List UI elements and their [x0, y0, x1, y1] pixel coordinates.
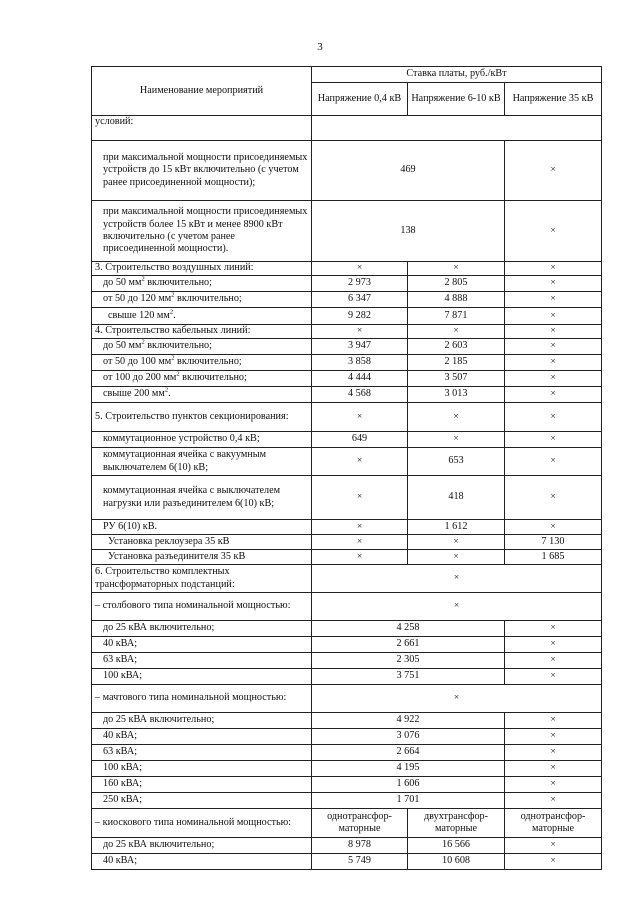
conditions-label: условий: [92, 116, 312, 141]
mast-100-label: 100 кВА; [92, 761, 312, 777]
cross-mark: × [505, 355, 602, 371]
max-power-15-value: 469 [312, 141, 505, 201]
tariff-table [91, 66, 602, 870]
cross-mark: × [505, 387, 602, 403]
cross-mark: × [312, 550, 408, 565]
cable-50-100-v04: 3 858 [312, 355, 408, 371]
kiosk-header-single-1: однотрансфор-маторные [312, 809, 408, 838]
header-voltage-610: Напряжение 6-10 кВ [408, 83, 505, 116]
header-name: Наименование мероприятий [139, 84, 264, 96]
max-power-8900-label: при максимальной мощности присоединяемых устройств более 15 кВт и менее 8900 кВт включительно (с учетом ранее присоединенной мощности). [92, 201, 312, 262]
cross-mark: × [408, 325, 505, 339]
header-voltage-35: Напряжение 35 кВ [505, 83, 602, 116]
cross-mark: × [505, 793, 602, 809]
cable-200-v04: 4 568 [312, 387, 408, 403]
cross-mark: × [505, 339, 602, 355]
cable-100-200-v610: 3 507 [408, 371, 505, 387]
mast-40-value: 3 076 [312, 729, 505, 745]
cross-mark: × [408, 550, 505, 565]
air-120-v610: 7 871 [408, 308, 505, 325]
sect-load-v610: 418 [408, 476, 505, 520]
pole-100-value: 3 751 [312, 669, 505, 685]
cross-mark: × [505, 838, 602, 854]
cross-mark: × [312, 520, 408, 535]
cross-mark: × [505, 201, 602, 262]
conditions-empty [312, 116, 602, 141]
kiosk-25-v2: 16 566 [408, 838, 505, 854]
pole-40-label: 40 кВА; [92, 637, 312, 653]
cross-mark: × [505, 520, 602, 535]
cross-mark: × [505, 476, 602, 520]
mast-250-label: 250 кВА; [92, 793, 312, 809]
cross-mark: × [505, 621, 602, 637]
cable-200-v610: 3 013 [408, 387, 505, 403]
air-50-120-label: от 50 до 120 $мм^2$ включительно; [92, 292, 312, 308]
mast-63-label: 63 кВА; [92, 745, 312, 761]
kiosk-header-single-2: однотрансфор-маторные [505, 809, 602, 838]
cross-mark: × [408, 262, 505, 276]
cable-50-100-label: от 50 до 100 $мм^2$ включительно; [92, 355, 312, 371]
pole-40-value: 2 661 [312, 637, 505, 653]
pole-25-label: до 25 кВА включительно; [92, 621, 312, 637]
kiosk-40-v2: 10 608 [408, 854, 505, 870]
recloser-v35: 7 130 [505, 535, 602, 550]
cross-mark: × [505, 637, 602, 653]
kiosk-40-label: 40 кВА; [92, 854, 312, 870]
cross-mark: × [505, 276, 602, 292]
cable-100-200-v04: 4 444 [312, 371, 408, 387]
disconnector-v35: 1 685 [505, 550, 602, 565]
pole-100-label: 100 кВА; [92, 669, 312, 685]
sect-ru-label: РУ 6(10) кВ. [92, 520, 312, 535]
kiosk-25-v1: 8 978 [312, 838, 408, 854]
air-120-label: свыше 120 $мм^2$. [92, 308, 312, 325]
cross-mark: × [505, 262, 602, 276]
mast-25-value: 4 922 [312, 713, 505, 729]
header-rate-group: Ставка платы, руб./кВт [312, 67, 602, 83]
header-name-cell [92, 67, 312, 116]
sect-commut-label: коммутационное устройство 0,4 кВ; [92, 432, 312, 448]
mast-160-label: 160 кВА; [92, 777, 312, 793]
sectioning-label: 5. Строительство пунктов секционирования: [92, 403, 312, 432]
cross-mark: × [505, 308, 602, 325]
cable-100-200-label: от 100 до 200 $мм^2$ включительно; [92, 371, 312, 387]
cross-mark: × [505, 713, 602, 729]
mast-160-value: 1 606 [312, 777, 505, 793]
cross-mark: × [408, 432, 505, 448]
air-50-v610: 2 805 [408, 276, 505, 292]
cross-mark: × [312, 593, 602, 621]
pole-type-label: – столбового типа номинальной мощностью: [92, 593, 312, 621]
pole-63-value: 2 305 [312, 653, 505, 669]
cross-mark: × [312, 476, 408, 520]
cross-mark: × [505, 448, 602, 476]
cross-mark: × [505, 403, 602, 432]
max-power-8900-value: 138 [312, 201, 505, 262]
cross-mark: × [505, 854, 602, 870]
cross-mark: × [312, 448, 408, 476]
cross-mark: × [505, 729, 602, 745]
cable-50-100-v610: 2 185 [408, 355, 505, 371]
disconnector-label: Установка разъединителя 35 кВ [92, 550, 312, 565]
cross-mark: × [312, 535, 408, 550]
sect-load-label: коммутационная ячейка с выключателем нагрузки или разъединителем 6(10) кВ; [92, 476, 312, 520]
cross-mark: × [505, 745, 602, 761]
mast-63-value: 2 664 [312, 745, 505, 761]
cross-mark: × [312, 685, 602, 713]
sect-ru-v610: 1 612 [408, 520, 505, 535]
max-power-15-label: при максимальной мощности присоединяемых устройств до 15 кВт включительно (с учетом ранее присоединенной мощности); [92, 141, 312, 201]
cross-mark: × [505, 761, 602, 777]
pole-63-label: 63 кВА; [92, 653, 312, 669]
sect-vacuum-v610: 653 [408, 448, 505, 476]
sect-vacuum-label: коммутационная ячейка с вакуумным выключателем 6(10) кВ; [92, 448, 312, 476]
cross-mark: × [505, 777, 602, 793]
sect-commut-v04: 649 [312, 432, 408, 448]
air-50-120-v610: 4 888 [408, 292, 505, 308]
cable-50-label: до 50 $мм^2$ включительно; [92, 339, 312, 355]
recloser-label: Установка реклоузера 35 кВ [92, 535, 312, 550]
cross-mark: × [408, 403, 505, 432]
page-number: 3 [317, 41, 323, 53]
cable-lines-label: 4. Строительство кабельных линий: [92, 325, 312, 339]
kiosk-header-double: двухтрансфор-маторные [408, 809, 505, 838]
mast-type-label: – мачтового типа номинальной мощностью: [92, 685, 312, 713]
cable-50-v04: 3 947 [312, 339, 408, 355]
kiosk-type-label: – киоскового типа номинальной мощностью: [92, 809, 312, 838]
pole-25-value: 4 258 [312, 621, 505, 637]
header-voltage-04: Напряжение 0,4 кВ [312, 83, 408, 116]
mast-100-value: 4 195 [312, 761, 505, 777]
cross-mark: × [312, 565, 602, 593]
air-50-label: до 50 $мм^2$ включительно; [92, 276, 312, 292]
cross-mark: × [505, 669, 602, 685]
cross-mark: × [408, 535, 505, 550]
cross-mark: × [505, 325, 602, 339]
mast-25-label: до 25 кВА включительно; [92, 713, 312, 729]
mast-250-value: 1 701 [312, 793, 505, 809]
ktp-label: 6. Строительство комплектных трансформаторных подстанций: [92, 565, 312, 593]
cross-mark: × [505, 432, 602, 448]
air-50-120-v04: 6 347 [312, 292, 408, 308]
mast-40-label: 40 кВА; [92, 729, 312, 745]
cross-mark: × [505, 292, 602, 308]
cross-mark: × [312, 262, 408, 276]
cross-mark: × [505, 653, 602, 669]
kiosk-40-v1: 5 749 [312, 854, 408, 870]
cross-mark: × [505, 371, 602, 387]
cross-mark: × [312, 325, 408, 339]
cable-50-v610: 2 603 [408, 339, 505, 355]
air-lines-label: 3. Строительство воздушных линий: [92, 262, 312, 276]
cable-200-label: свыше 200 $мм^2$. [92, 387, 312, 403]
kiosk-25-label: до 25 кВА включительно; [92, 838, 312, 854]
air-50-v04: 2 973 [312, 276, 408, 292]
cross-mark: × [505, 141, 602, 201]
cross-mark: × [312, 403, 408, 432]
air-120-v04: 9 282 [312, 308, 408, 325]
